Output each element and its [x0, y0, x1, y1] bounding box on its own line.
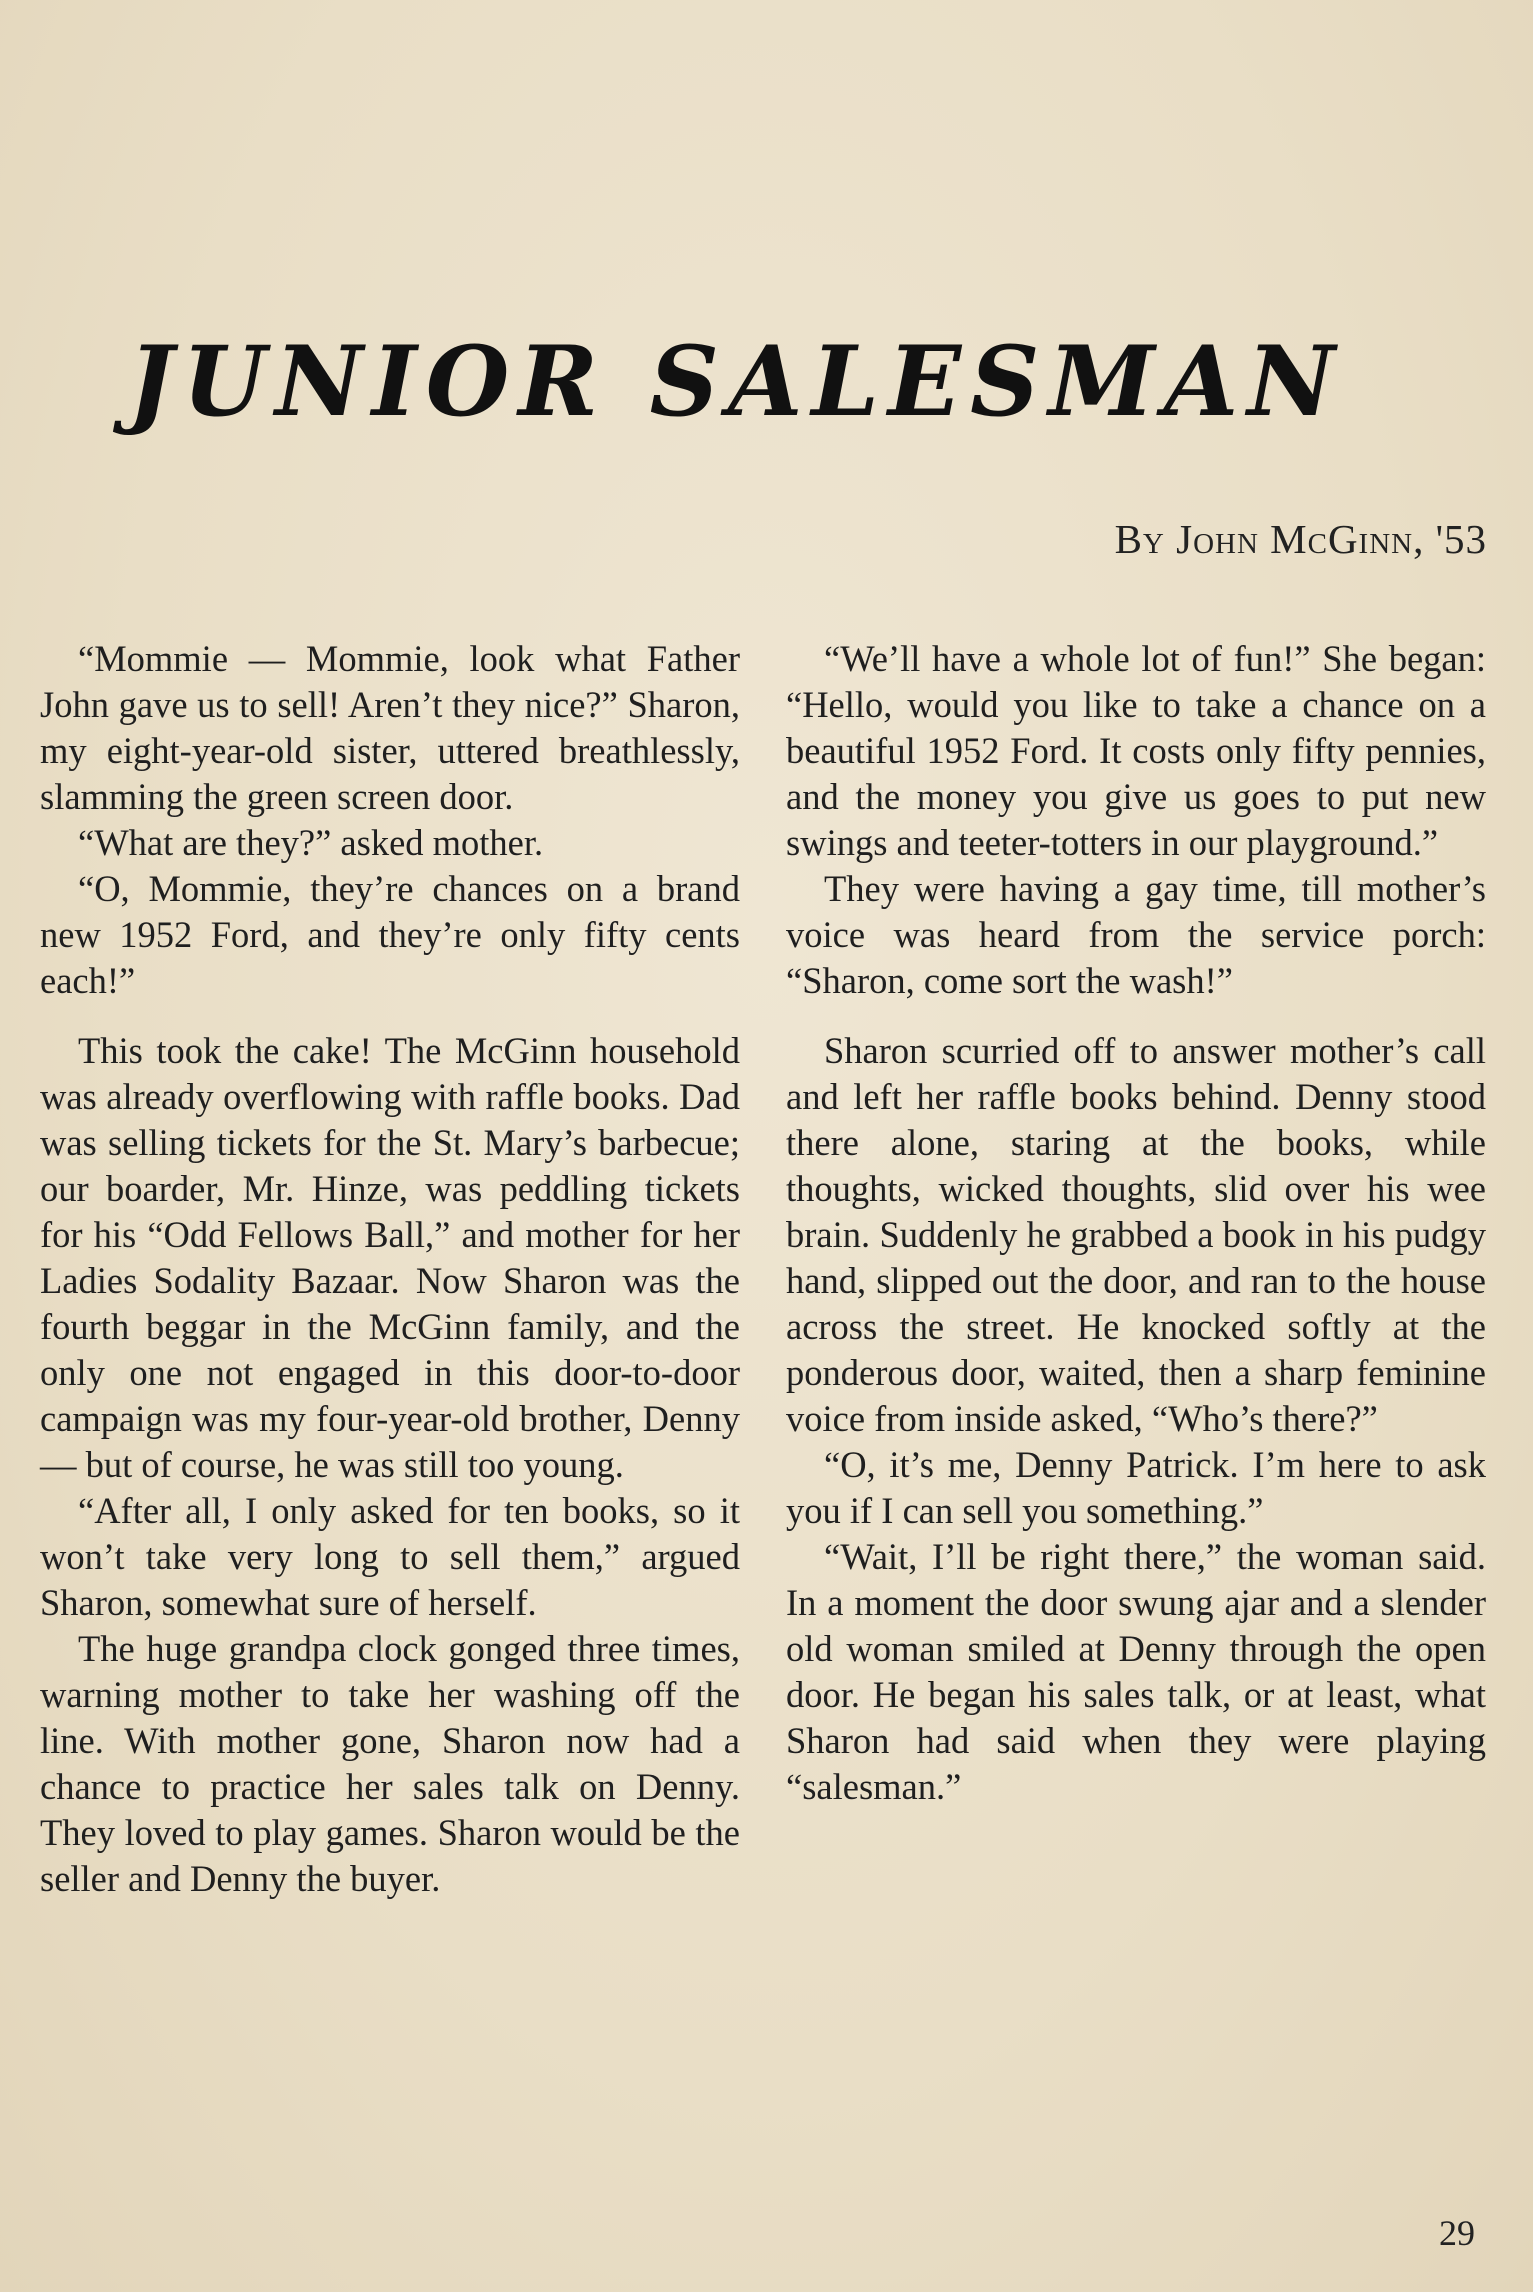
article-title: JUNIOR SALESMAN [128, 325, 1344, 438]
paragraph: Sharon scurried off to answer mother’s call and left her raffle books behind. Denny stood there alone, staring at the books, while thoughts, wicked thoughts, slid over his wee brain. Suddenly he grabbed a book in his pudgy hand, slipped out the door, and ran to the house across the street. He knocked softly at the ponderous door, waited, then a sharp feminine voice from inside asked, “Who’s there?” [786, 1030, 1486, 1439]
paragraph: “Wait, I’ll be right there,” the woman said. In a moment the door swung ajar and a slender old woman smiled at Denny through the open door. He began his sales talk, or at least, what Sharon had said when they were playing “salesman.” [786, 1536, 1486, 1807]
paragraph: “O, it’s me, Denny Patrick. I’m here to ask you if I can sell you something.” [786, 1444, 1486, 1531]
article-byline: By John McGinn, '53 [1114, 516, 1487, 562]
left-column [40, 636, 740, 1902]
paragraph: The huge grandpa clock gonged three times, warning mother to take her washing off the line. With mother gone, Sharon now had a chance to practice her sales talk on Denny. They loved to play games. Sharon would be the seller and Denny the buyer. [40, 1628, 740, 1899]
right-column [786, 636, 1486, 1810]
paragraph: “O, Mommie, they’re chances on a brand new 1952 Ford, and they’re only fifty cents each!” [40, 868, 740, 1001]
paragraph: They were having a gay time, till mother’s voice was heard from the service porch: “Sharon, come sort the wash!” [786, 868, 1486, 1001]
page-number: 29 [1439, 2213, 1475, 2253]
paragraph: “Mommie — Mommie, look what Father John gave us to sell! Aren’t they nice?” Sharon, my eight-year-old sister, uttered breathlessly, slamming the green screen door. [40, 638, 740, 817]
paragraph: “What are they?” asked mother. [78, 822, 544, 863]
paragraph: This took the cake! The McGinn household was already overflowing with raffle books. Dad was selling tickets for the St. Mary’s barbecue; our boarder, Mr. Hinze, was peddling tickets for his “Odd Fellows Ball,” and mother for her Ladies Sodality Bazaar. Now Sharon was the fourth beggar in the McGinn family, and the only one not engaged in this door-to-door campaign was my four-year-old brother, Denny — but of course, he was still too young. [40, 1030, 740, 1485]
paragraph: “We’ll have a whole lot of fun!” She began: “Hello, would you like to take a chance on a beautiful 1952 Ford. It costs only fifty pennies, and the money you give us goes to put new swings and teeter-totters in our playground.” [786, 638, 1486, 863]
paragraph: “After all, I only asked for ten books, so it won’t take very long to sell them,” argued Sharon, somewhat sure of herself. [40, 1490, 740, 1623]
